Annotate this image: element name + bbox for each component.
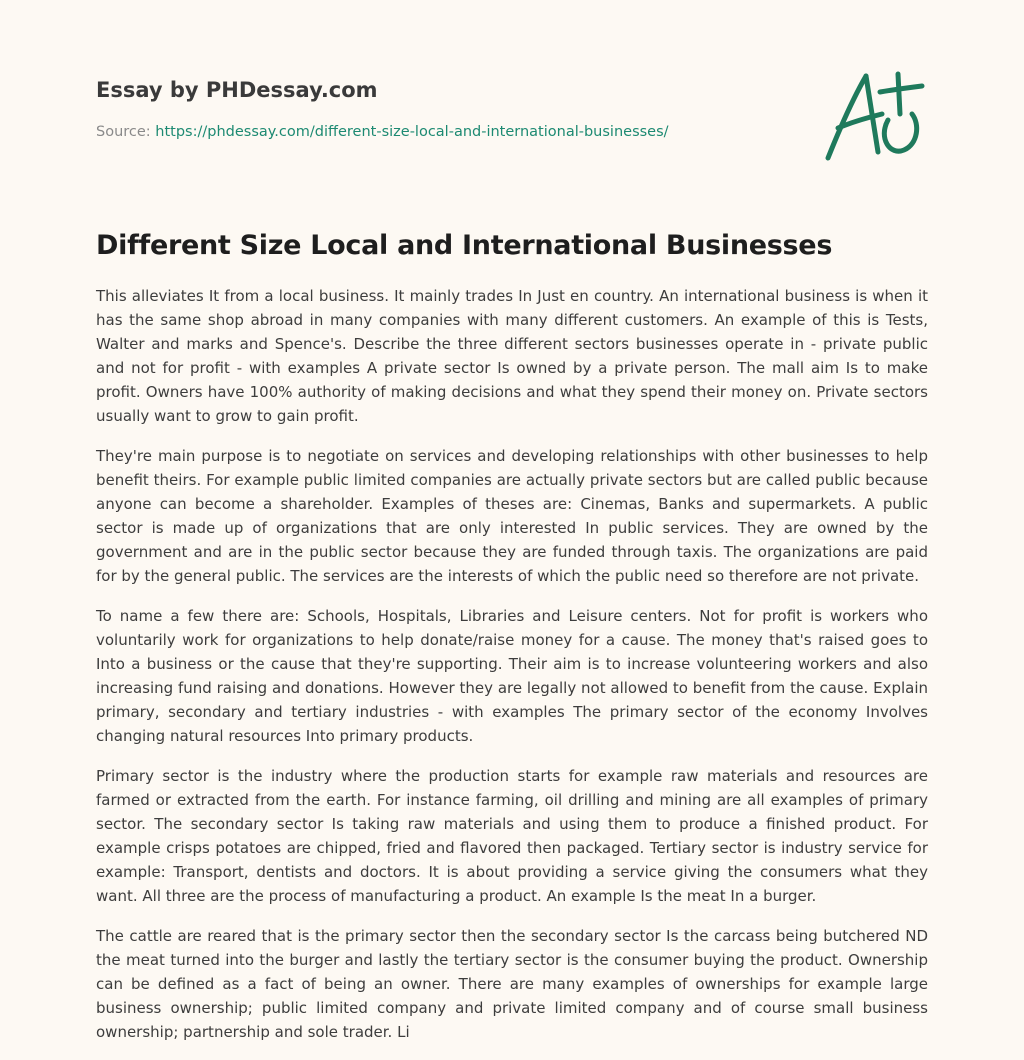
source-label: Source: <box>96 124 156 140</box>
paragraph: Primary sector is the industry where the production starts for example raw materials and resources are farmed or extracted from the earth. For instance farming, oil drilling and mining are all examples of primary sector. The secondary sector Is taking raw materials and using them to produce a finished product. For example crisps potatoes are chipped, fried and flavored then packaged. Tertiary sector is industry service for example: Transport, dentists and doctors. It is about providing a service giving the consumers what they want. All three are the process of manufacturing a product. An example Is the meat In a burger. <box>96 767 928 905</box>
a-plus-logo-icon <box>818 64 928 168</box>
paragraph: This alleviates It from a local business. It mainly trades In Just en country. An international business is when it has the same shop abroad in many companies with many different customers. An example of this is Tests, Walter and marks and Spence's. Describe the three different sectors businesses operate in - private public and not for profit - with examples A private sector Is owned by a private person. The mall aim Is to make profit. Owners have 100% authority of making decisions and what they spend their money on. Private sectors usually want to grow to gain profit. <box>96 287 928 425</box>
article-title: Different Size Local and International Businesses <box>96 230 833 261</box>
article-body <box>96 284 928 1060</box>
paragraph: To name a few there are: Schools, Hospitals, Libraries and Leisure centers. Not for profit is workers who voluntarily work for organizations to help donate/raise money for a cause. The money that's raised goes to Into a business or the cause that they're supporting. Their aim is to increase volunteering workers and also increasing fund raising and donations. However they are legally not allowed to benefit from the cause. Explain primary, secondary and tertiary industries - with examples The primary sector of the economy Involves changing natural resources Into primary products. <box>96 607 928 745</box>
site-brand: Essay by PHDessay.com <box>96 78 378 102</box>
paragraph: The cattle are reared that is the primary sector then the secondary sector Is the carcass being butchered ND the meat turned into the burger and lastly the tertiary sector is the consumer buying the product. Ownership can be defined as a fact of being an owner. There are many examples of ownerships for example large business ownership; public limited company and private limited company and of course small business ownership; partnership and sole trader. Li <box>96 927 928 1041</box>
paragraph: They're main purpose is to negotiate on services and developing relationships with other businesses to help benefit theirs. For example public limited companies are actually private sectors but are called public because anyone can become a shareholder. Examples of theses are: Cinemas, Banks and supermarkets. A public sector is made up of organizations that are only interested In public services. They are owned by the government and are in the public sector because they are funded through taxis. The organizations are paid for by the general public. The services are the interests of which the public need so therefore are not private. <box>96 447 928 585</box>
source-link[interactable]: https://phdessay.com/different-size-local-and-international-businesses/ <box>155 124 669 140</box>
page-header <box>96 76 796 142</box>
source-line <box>96 122 796 142</box>
